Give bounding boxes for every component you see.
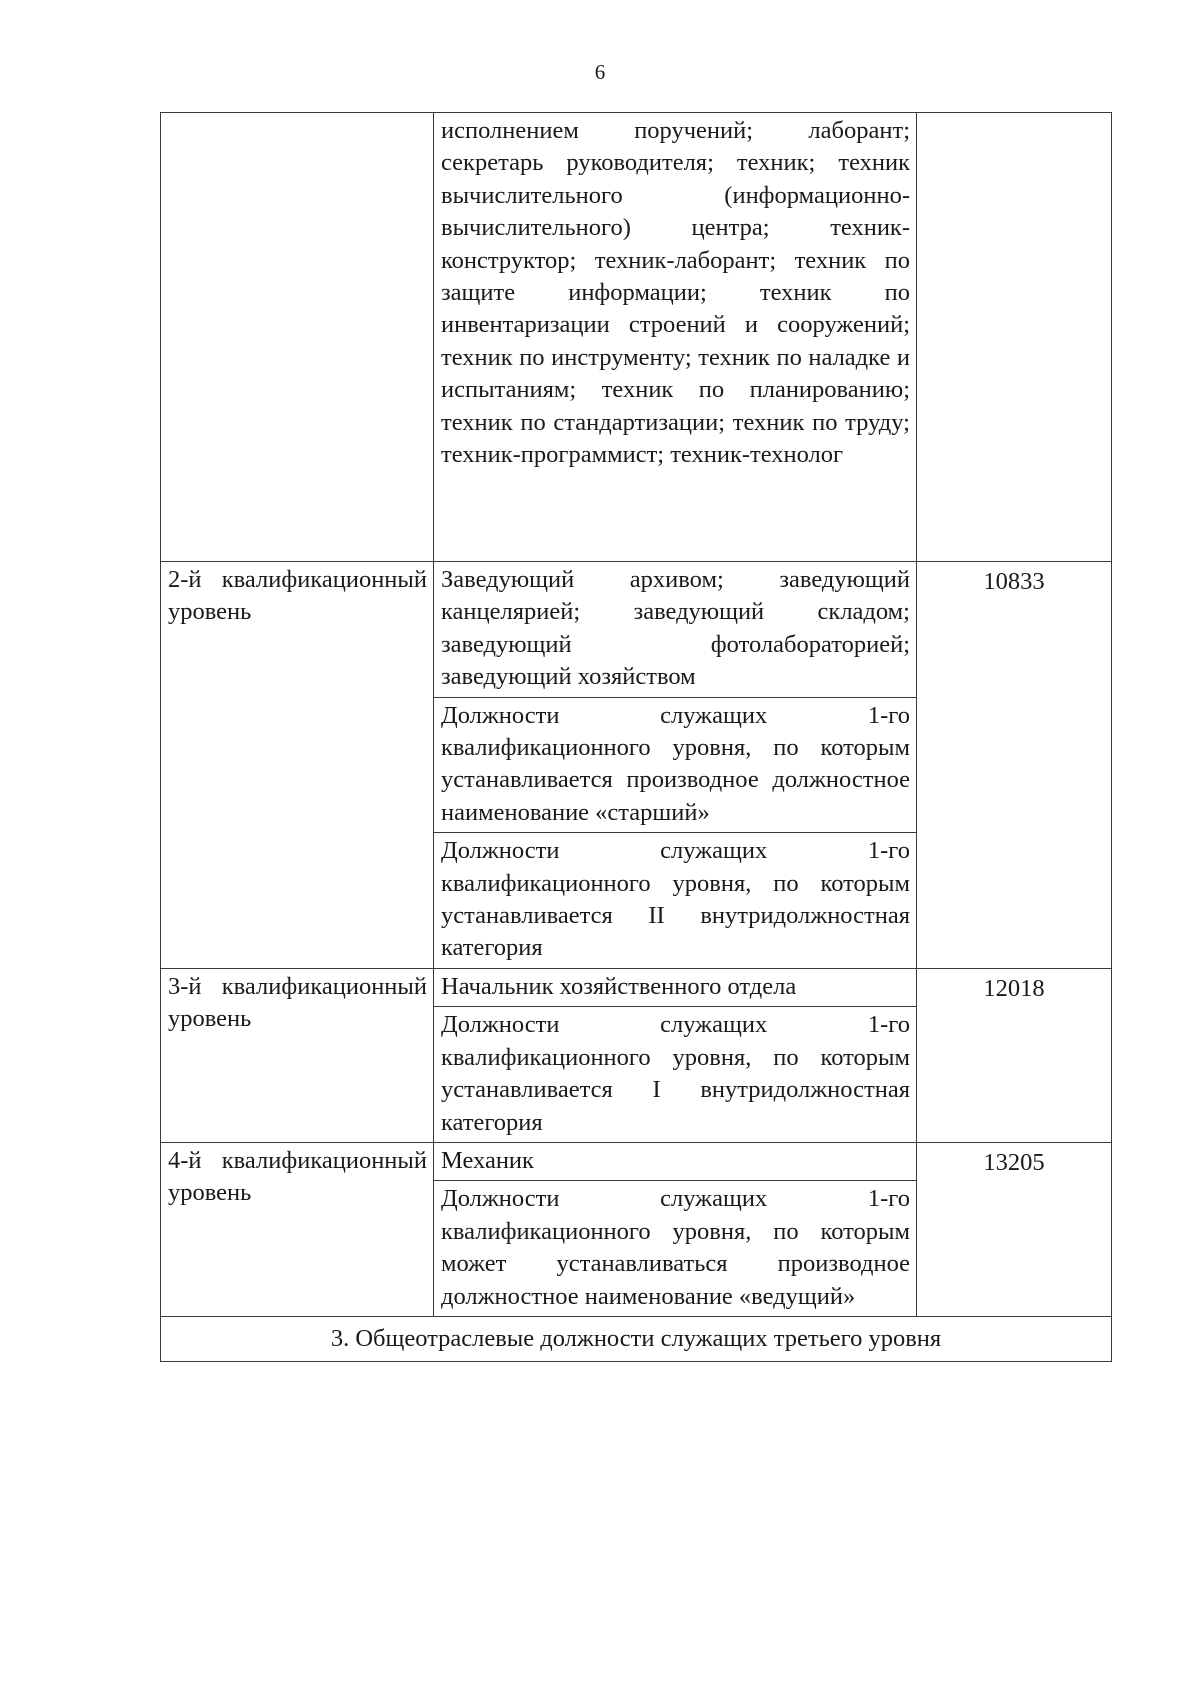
- salary-cell: 10833: [917, 562, 1112, 969]
- positions-cell: Должности служащих 1-го квалификационного уровня, по которым может устанавливаться производное должностное наименование «ведущий»: [434, 1181, 917, 1317]
- positions-cell: Заведующий архивом; заведующий канцелярией; заведующий складом; заведующий фотолабораторией; заведующий хозяйством: [434, 562, 917, 698]
- salary-cell: [917, 113, 1112, 562]
- table-row-level-4: [161, 1142, 1112, 1180]
- table-row-section: [161, 1316, 1112, 1361]
- level-cell: 3-й квалификационный уровень: [161, 968, 434, 1142]
- positions-cell: исполнением поручений; лаборант; секретарь руководителя; техник; техник вычислительного (информационно-вычислительного) центра; техник-конструктор; техник-лаборант; техник по защите информации; техник по инвентаризации строений и сооружений; техник по инструменту; техник по наладке и испытаниям; техник по планированию; техник по стандартизации; техник по труду; техник-программист; техник-технолог: [434, 113, 917, 562]
- positions-cell: Должности служащих 1-го квалификационного уровня, по которым устанавливается I внутридолжностная категория: [434, 1007, 917, 1143]
- salary-cell: 13205: [917, 1142, 1112, 1316]
- positions-cell: Должности служащих 1-го квалификационного уровня, по которым устанавливается II внутридолжностная категория: [434, 833, 917, 969]
- level-cell: 4-й квалификационный уровень: [161, 1142, 434, 1316]
- table-row-continuation: [161, 113, 1112, 562]
- positions-cell: Механик: [434, 1142, 917, 1180]
- qualification-table: [160, 112, 1112, 1362]
- level-cell: 2-й квалификационный уровень: [161, 562, 434, 969]
- page-number: 6: [594, 60, 606, 84]
- positions-cell: Должности служащих 1-го квалификационного уровня, по которым устанавливается производное должностное наименование «старший»: [434, 697, 917, 833]
- section-heading: 3. Общеотраслевые должности служащих третьего уровня: [161, 1316, 1112, 1361]
- level-cell: [161, 113, 434, 562]
- table-row-level-2: [161, 562, 1112, 698]
- positions-cell: Начальник хозяйственного отдела: [434, 968, 917, 1006]
- table-row-level-3: [161, 968, 1112, 1006]
- salary-cell: 12018: [917, 968, 1112, 1142]
